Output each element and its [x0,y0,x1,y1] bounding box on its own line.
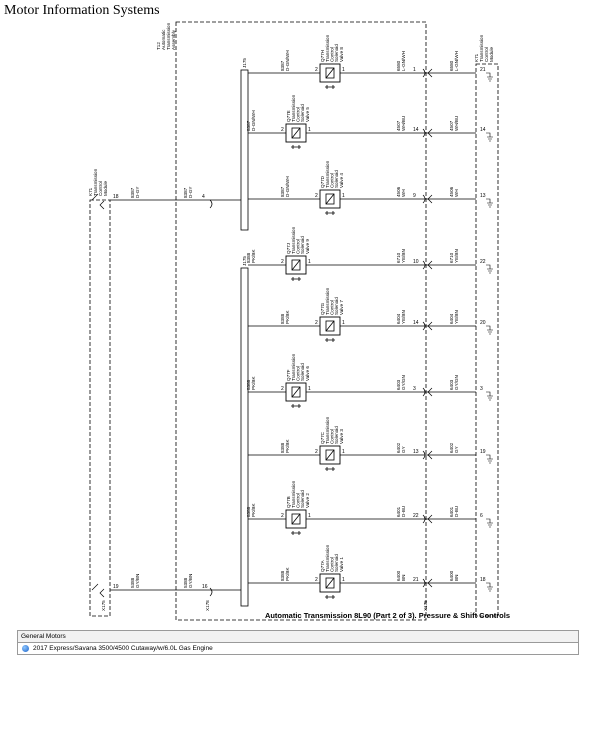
module-pin: 18 [480,577,486,583]
solenoid-label: Transmission [325,34,330,62]
solenoid-label: Transmission [291,94,296,122]
solenoid-pin-2: 2 [281,127,284,133]
solenoid-label: Control [295,239,301,254]
solenoid-valve-icon [291,404,301,408]
supply-circuit: 8388 [246,379,251,390]
return-color-left: WH [401,189,406,197]
splice-id-mid: J175 [242,256,247,266]
feed-color-left: GY/BN [135,573,140,588]
feed-circuit-mid: 5388 [183,577,188,588]
return-color-left: GY/GN [401,375,406,390]
return-color-left: L-GN/WH [401,51,406,71]
assembly-label: Assembly [171,30,176,50]
solenoid-valve-icon [291,277,301,281]
solenoid-label: Solenoid [334,44,340,62]
return-circuit-left: 6402 [396,442,401,453]
solenoid-ref: Q77E [286,110,291,122]
return-circuit-right: 6710 [449,252,454,263]
return-circuit-right: 6400 [449,570,454,581]
maker-label: General Motors [21,633,66,640]
solenoid-label: Valve 8 [338,47,344,62]
return-color-right: GY [454,446,459,453]
right-module-label: Module [489,46,494,62]
wiring-diagram [0,18,600,628]
solenoid-valve-icon [291,531,301,535]
supply-circuit: 8387 [246,120,251,131]
splice-bar-bottom [241,268,248,606]
supply-circuit: 8387 [280,60,285,71]
globe-icon [22,645,29,652]
return-circuit-left: 6710 [396,252,401,263]
solenoid-label: Solenoid [300,490,306,508]
right-module-ref: K71 [474,53,479,62]
feed-circuit-left: 5388 [130,577,135,588]
return-color-left: GY [401,446,406,453]
solenoid-pin-2: 2 [281,513,284,519]
solenoid-pin-2: 2 [315,67,318,73]
solenoid-label: Control [329,557,335,572]
left-connector-mark-bottom [100,589,104,597]
left-module-label: Transmission [93,168,98,196]
ground-icon [486,326,493,334]
model-row[interactable] [18,643,578,654]
connector-pin: 10 [413,259,419,265]
supply-color: PK/BK [285,310,290,324]
supply-circuit: 8388 [280,570,285,581]
solenoid-ref: Q77H [320,49,325,62]
connector-pin: 9 [413,193,416,199]
feed-color-mid: GY/BN [188,573,193,588]
solenoid-label: Valve 9 [304,239,310,254]
left-connector-mark-top [100,201,104,209]
return-color-left: BN [401,574,406,581]
ground-icon [486,73,493,81]
solenoid-pin-2: 2 [281,386,284,392]
ground-icon [486,455,493,463]
maker-row [18,631,578,643]
solenoid-label: Transmission [325,544,330,572]
supply-color: PK/BK [251,376,256,390]
feed-pin-left: 18 [113,194,119,200]
connector-pin: 13 [413,449,419,455]
solenoid-valve-icon [291,145,301,149]
assembly-label: Transmission [166,22,171,50]
model-label: 2017 Express/Savana 3500/4500 Cutaway/w/6.0L Gas Engine [33,645,213,652]
ground-icon [486,583,493,591]
right-connector-id: X175 [423,600,428,611]
solenoid-label: Transmission [291,226,296,254]
solenoid-pin-1: 1 [342,320,345,326]
return-color-right: YE/BN [454,310,459,324]
module-pin: 22 [480,259,486,265]
return-circuit-right: 6402 [449,442,454,453]
solenoid-ref: Q77F [286,369,291,381]
solenoid-label: Solenoid [300,236,306,254]
solenoid-valve-icon [325,85,335,89]
return-color-left: D-BU [401,505,406,517]
solenoid-ref: Q77G [320,302,325,315]
solenoid-pin-1: 1 [308,513,311,519]
solenoid-valve-icon [325,467,335,471]
solenoid-pin-1: 1 [308,127,311,133]
vehicle-info-table [17,630,579,655]
feed-pin-mid: 4 [202,194,205,200]
ground-icon [486,265,493,273]
module-pin: 14 [480,127,486,133]
solenoid-label: Valve 2 [304,493,310,508]
solenoid-label: Solenoid [334,554,340,572]
solenoid-label: Control [295,366,301,381]
solenoid-pin-2: 2 [315,449,318,455]
solenoid-pin-2: 2 [281,259,284,265]
supply-color: PK/BK [285,439,290,453]
solenoid-pin-1: 1 [342,449,345,455]
splice-id-top: J175 [242,58,247,68]
splice-bar-top [241,70,248,230]
return-color-right: WH/BU [454,115,459,131]
solenoid-ref: Q77B [286,496,291,508]
solenoid-ref: Q77J [286,243,291,254]
supply-color: D-GN/WH [285,176,290,197]
return-circuit-left: 4507 [396,120,401,131]
ground-icon [486,199,493,207]
solenoid-pin-1: 1 [342,193,345,199]
solenoid-label: Transmission [325,160,330,188]
return-color-left: YE/BN [401,310,406,324]
solenoid-label: Transmission [325,287,330,315]
return-circuit-right: 6580 [449,60,454,71]
solenoid-label: Control [329,300,335,315]
return-color-right: WH [454,189,459,197]
return-circuit-right: 4506 [449,186,454,197]
connector-pin: 3 [413,386,416,392]
ground-icon [486,392,493,400]
supply-circuit: 8387 [280,186,285,197]
return-color-right: GY/GN [454,375,459,390]
solenoid-label: Solenoid [300,104,306,122]
module-pin: 6 [480,513,483,519]
return-circuit-left: 6401 [396,506,401,517]
solenoid-pin-2: 2 [315,577,318,583]
return-circuit-left: 6403 [396,379,401,390]
mid-connector-mark-top [210,200,212,208]
assembly-ref: T12 [156,42,161,50]
return-circuit-right: 6401 [449,506,454,517]
solenoid-label: Solenoid [334,170,340,188]
return-circuit-left: 6404 [396,313,401,324]
ground-icon [486,519,493,527]
return-circuit-left: 6400 [396,570,401,581]
feed-circuit-mid: 8387 [183,187,188,198]
supply-circuit: 8388 [246,506,251,517]
return-color-right: YE/BN [454,249,459,263]
return-color-right: BN [454,574,459,581]
page-title: Motor Information Systems [4,3,160,18]
solenoid-valve-icon [325,211,335,215]
return-circuit-right: 6403 [449,379,454,390]
diagram-caption: Automatic Transmission 8L90 (Part 2 of 3). Pressure & Shift Controls [264,611,510,620]
feed-circuit-left: 8387 [130,187,135,198]
return-circuit-left: 6580 [396,60,401,71]
solenoid-label: Transmission [325,416,330,444]
supply-color: D-GN/WH [285,50,290,71]
solenoid-pin-2: 2 [315,193,318,199]
connector-pin: 1 [413,67,416,73]
supply-circuit: 8388 [280,442,285,453]
solenoid-pin-2: 2 [315,320,318,326]
assembly-label: Automatic [161,29,166,50]
left-connector-id: X175 [101,600,106,611]
solenoid-pin-1: 1 [308,259,311,265]
solenoid-label: Transmission [291,480,296,508]
wiring-diagram-svg [0,18,600,628]
module-pin: 19 [480,449,486,455]
right-module-box [476,64,498,616]
left-module-label: Module [103,180,108,196]
supply-circuit: 8388 [280,313,285,324]
solenoid-ref: Q77C [320,431,325,444]
feed-color-left: D-GY [135,186,140,198]
solenoid-label: Control [329,47,335,62]
return-circuit-left: 4506 [396,186,401,197]
mid-connector-id: X178 [205,600,210,611]
solenoid-pin-1: 1 [308,386,311,392]
solenoid-label: Control [295,493,301,508]
ground-icon [486,133,493,141]
feed-pin-mid: 16 [202,584,208,590]
solenoid-label: Valve 4 [338,173,344,188]
solenoid-valve-icon [325,338,335,342]
solenoid-label: Valve 6 [304,366,310,381]
feed-color-mid: D-GY [188,186,193,198]
right-module-label: Transmission [479,34,484,62]
solenoid-label: Valve 5 [304,107,310,122]
module-pin: 20 [480,320,486,326]
connector-pin: 14 [413,127,419,133]
solenoid-label: Solenoid [334,426,340,444]
solenoid-label: Control [329,429,335,444]
module-pin: 3 [480,386,483,392]
supply-color: PK/BK [251,503,256,517]
solenoid-label: Solenoid [334,297,340,315]
solenoid-label: Valve 3 [338,429,344,444]
solenoid-label: Transmission [291,353,296,381]
module-pin: 21 [480,67,486,73]
solenoid-label: Valve 1 [338,557,344,572]
left-module-box [90,200,110,616]
return-color-left: YE/BN [401,249,406,263]
right-module-label: Control [484,47,489,62]
return-color-right: L-GN/WH [454,51,459,71]
supply-color: PK/BK [285,567,290,581]
module-pin: 13 [480,193,486,199]
return-color-right: D-BU [454,505,459,517]
connector-pin: 22 [413,513,419,519]
connector-pin: 21 [413,577,419,583]
solenoid-valve-icon [325,595,335,599]
solenoid-pin-1: 1 [342,67,345,73]
solenoid-label: Solenoid [300,363,306,381]
solenoid-ref: Q77A [320,560,325,572]
supply-color: PK/BK [251,249,256,263]
return-color-left: WH/BU [401,115,406,131]
left-module-ref: K71 [88,187,93,196]
return-circuit-right: 4507 [449,120,454,131]
solenoid-label: Control [295,107,301,122]
solenoid-label: Control [329,173,335,188]
supply-circuit: 8388 [246,252,251,263]
supply-color: D-GN/WH [251,110,256,131]
left-module-switch-marks [92,194,98,590]
connector-pin: 14 [413,320,419,326]
return-circuit-right: 6404 [449,313,454,324]
left-module-label: Control [98,181,103,196]
mid-connector-mark-bottom [210,588,212,596]
solenoid-ref: Q77D [320,175,325,188]
solenoid-label: Valve 7 [338,300,344,315]
feed-pin-left: 19 [113,584,119,590]
solenoid-pin-1: 1 [342,577,345,583]
